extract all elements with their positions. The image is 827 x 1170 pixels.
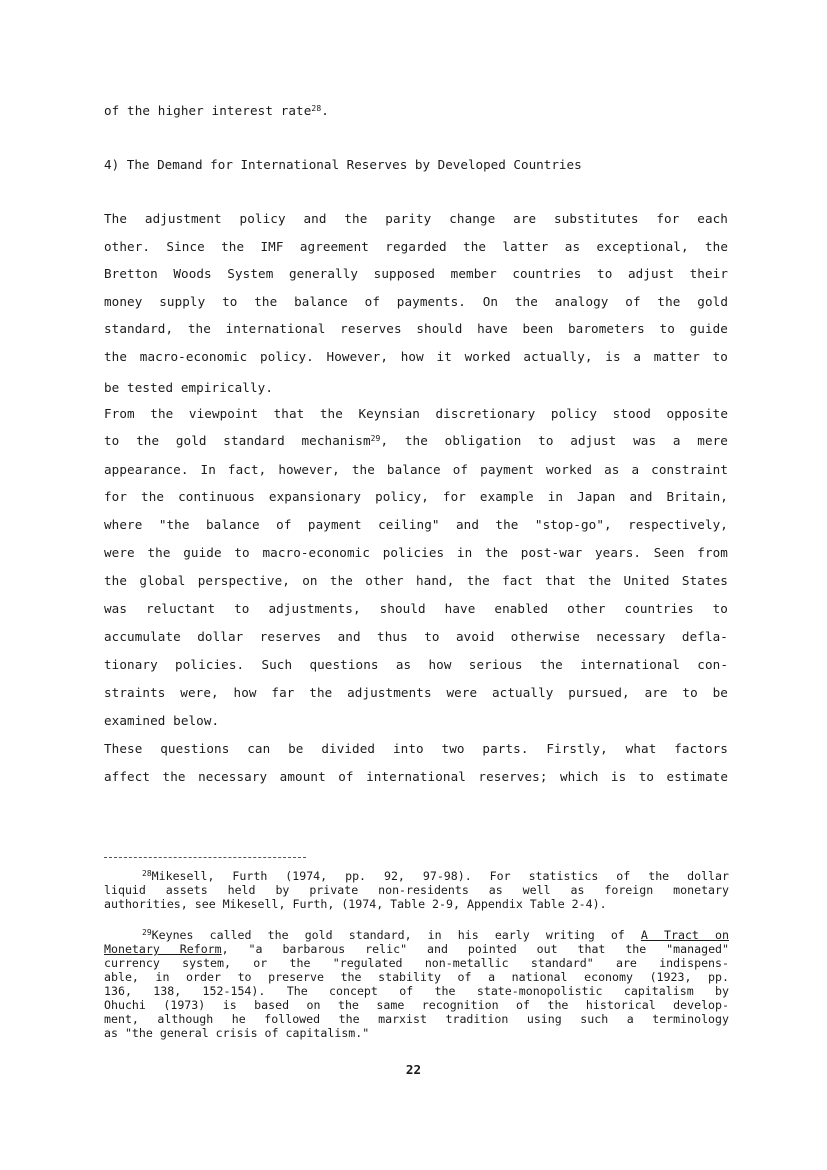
footnote-separator: [104, 857, 306, 858]
footnote-29-line: ment, although he followed the marxist tradition using such a terminology: [104, 1012, 729, 1026]
paragraph-line: appearance. In fact, however, the balance of payment worked as a constraint: [104, 462, 728, 477]
footnote-29-line: able, in order to preserve the stability of a national economy (1923, pp.: [104, 970, 729, 984]
paragraph-line: where "the balance of payment ceiling" and the "stop-go", respectively,: [104, 517, 728, 532]
paragraph-line: standard, the international reserves should have been barometers to guide: [104, 321, 728, 336]
paragraph-line: tionary policies. Such questions as how serious the international con-: [104, 657, 728, 672]
paragraph-line: examined below.: [104, 713, 220, 728]
paragraph-line: to the gold standard mechanism$^{29}$, the obligation to adjust was a mere: [104, 433, 728, 448]
book-title: Monetary Reform: [104, 942, 222, 956]
paragraph-line: were the guide to macro-economic policies in the post-war years. Seen from: [104, 545, 728, 560]
intro-text: of the higher interest rate: [104, 103, 312, 118]
page-number: 22: [405, 1062, 422, 1077]
footnote-ref-28: 28: [311, 104, 322, 113]
footnote-29-line: $^{29}$Keynes called the gold standard, in his early writing of A Tract on: [142, 928, 729, 942]
footnote-29-line: Monetary Reform, "a barbarous relic" and pointed out that the "managed": [104, 942, 730, 956]
footnote-28-line: authorities, see Mikesell, Furth, (1974, Table 2-9, Appendix Table 2-4).: [104, 897, 607, 911]
paragraph-line: money supply to the balance of payments. On the analogy of the gold: [104, 294, 728, 309]
footnote-29-line: currency system, or the "regulated non-metallic standard" are indispens-: [104, 956, 729, 970]
book-title: A Tract on: [640, 928, 729, 942]
paragraph-line: be tested empirically.: [104, 380, 274, 395]
footnote-29-line: 136, 138, 152-154). The concept of the state-monopolistic capitalism by: [104, 984, 729, 998]
paragraph-line: accumulate dollar reserves and thus to avoid otherwise necessary defla-: [104, 629, 728, 644]
paragraph-line: for the continuous expansionary policy, for example in Japan and Britain,: [104, 489, 728, 504]
paragraph-line: From the viewpoint that the Keynsian discretionary policy stood opposite: [104, 406, 728, 421]
paragraph-line: Bretton Woods System generally supposed member countries to adjust their: [104, 266, 728, 281]
paragraph-line: the global perspective, on the other hand, the fact that the United States: [104, 573, 728, 588]
paragraph-line: These questions can be divided into two parts. Firstly, what factors: [104, 741, 728, 756]
intro-line: of the higher interest rate$^{28}$.: [104, 103, 329, 118]
footnote-marker-29: 29: [142, 928, 152, 937]
paragraph-line: The adjustment policy and the parity change are substitutes for each: [104, 211, 728, 226]
footnote-29-line: as "the general crisis of capitalism.": [104, 1026, 370, 1040]
footnote-28-line: liquid assets held by private non-residents as well as foreign monetary: [104, 883, 729, 897]
paragraph-line: was reluctant to adjustments, should have enabled other countries to: [104, 601, 728, 616]
footnote-29-line: Ohuchi (1973) is based on the same recognition of the historical develop-: [104, 998, 729, 1012]
footnote-ref-29: 29: [370, 434, 381, 443]
paragraph-line: straints were, how far the adjustments were actually pursued, are to be: [104, 685, 728, 700]
paragraph-line: other. Since the IMF agreement regarded the latter as exceptional, the: [104, 239, 728, 254]
paragraph-line: affect the necessary amount of international reserves; which is to estimate: [104, 769, 728, 784]
paragraph-line: the macro-economic policy. However, how it worked actually, is a matter to: [104, 349, 728, 364]
footnote-28-line: $^{28}$Mikesell, Furth (1974, pp. 92, 97-98). For statistics of the dollar: [142, 869, 729, 883]
section-heading: 4) The Demand for International Reserves by Developed Countries: [104, 157, 582, 172]
footnote-marker-28: 28: [142, 869, 152, 878]
